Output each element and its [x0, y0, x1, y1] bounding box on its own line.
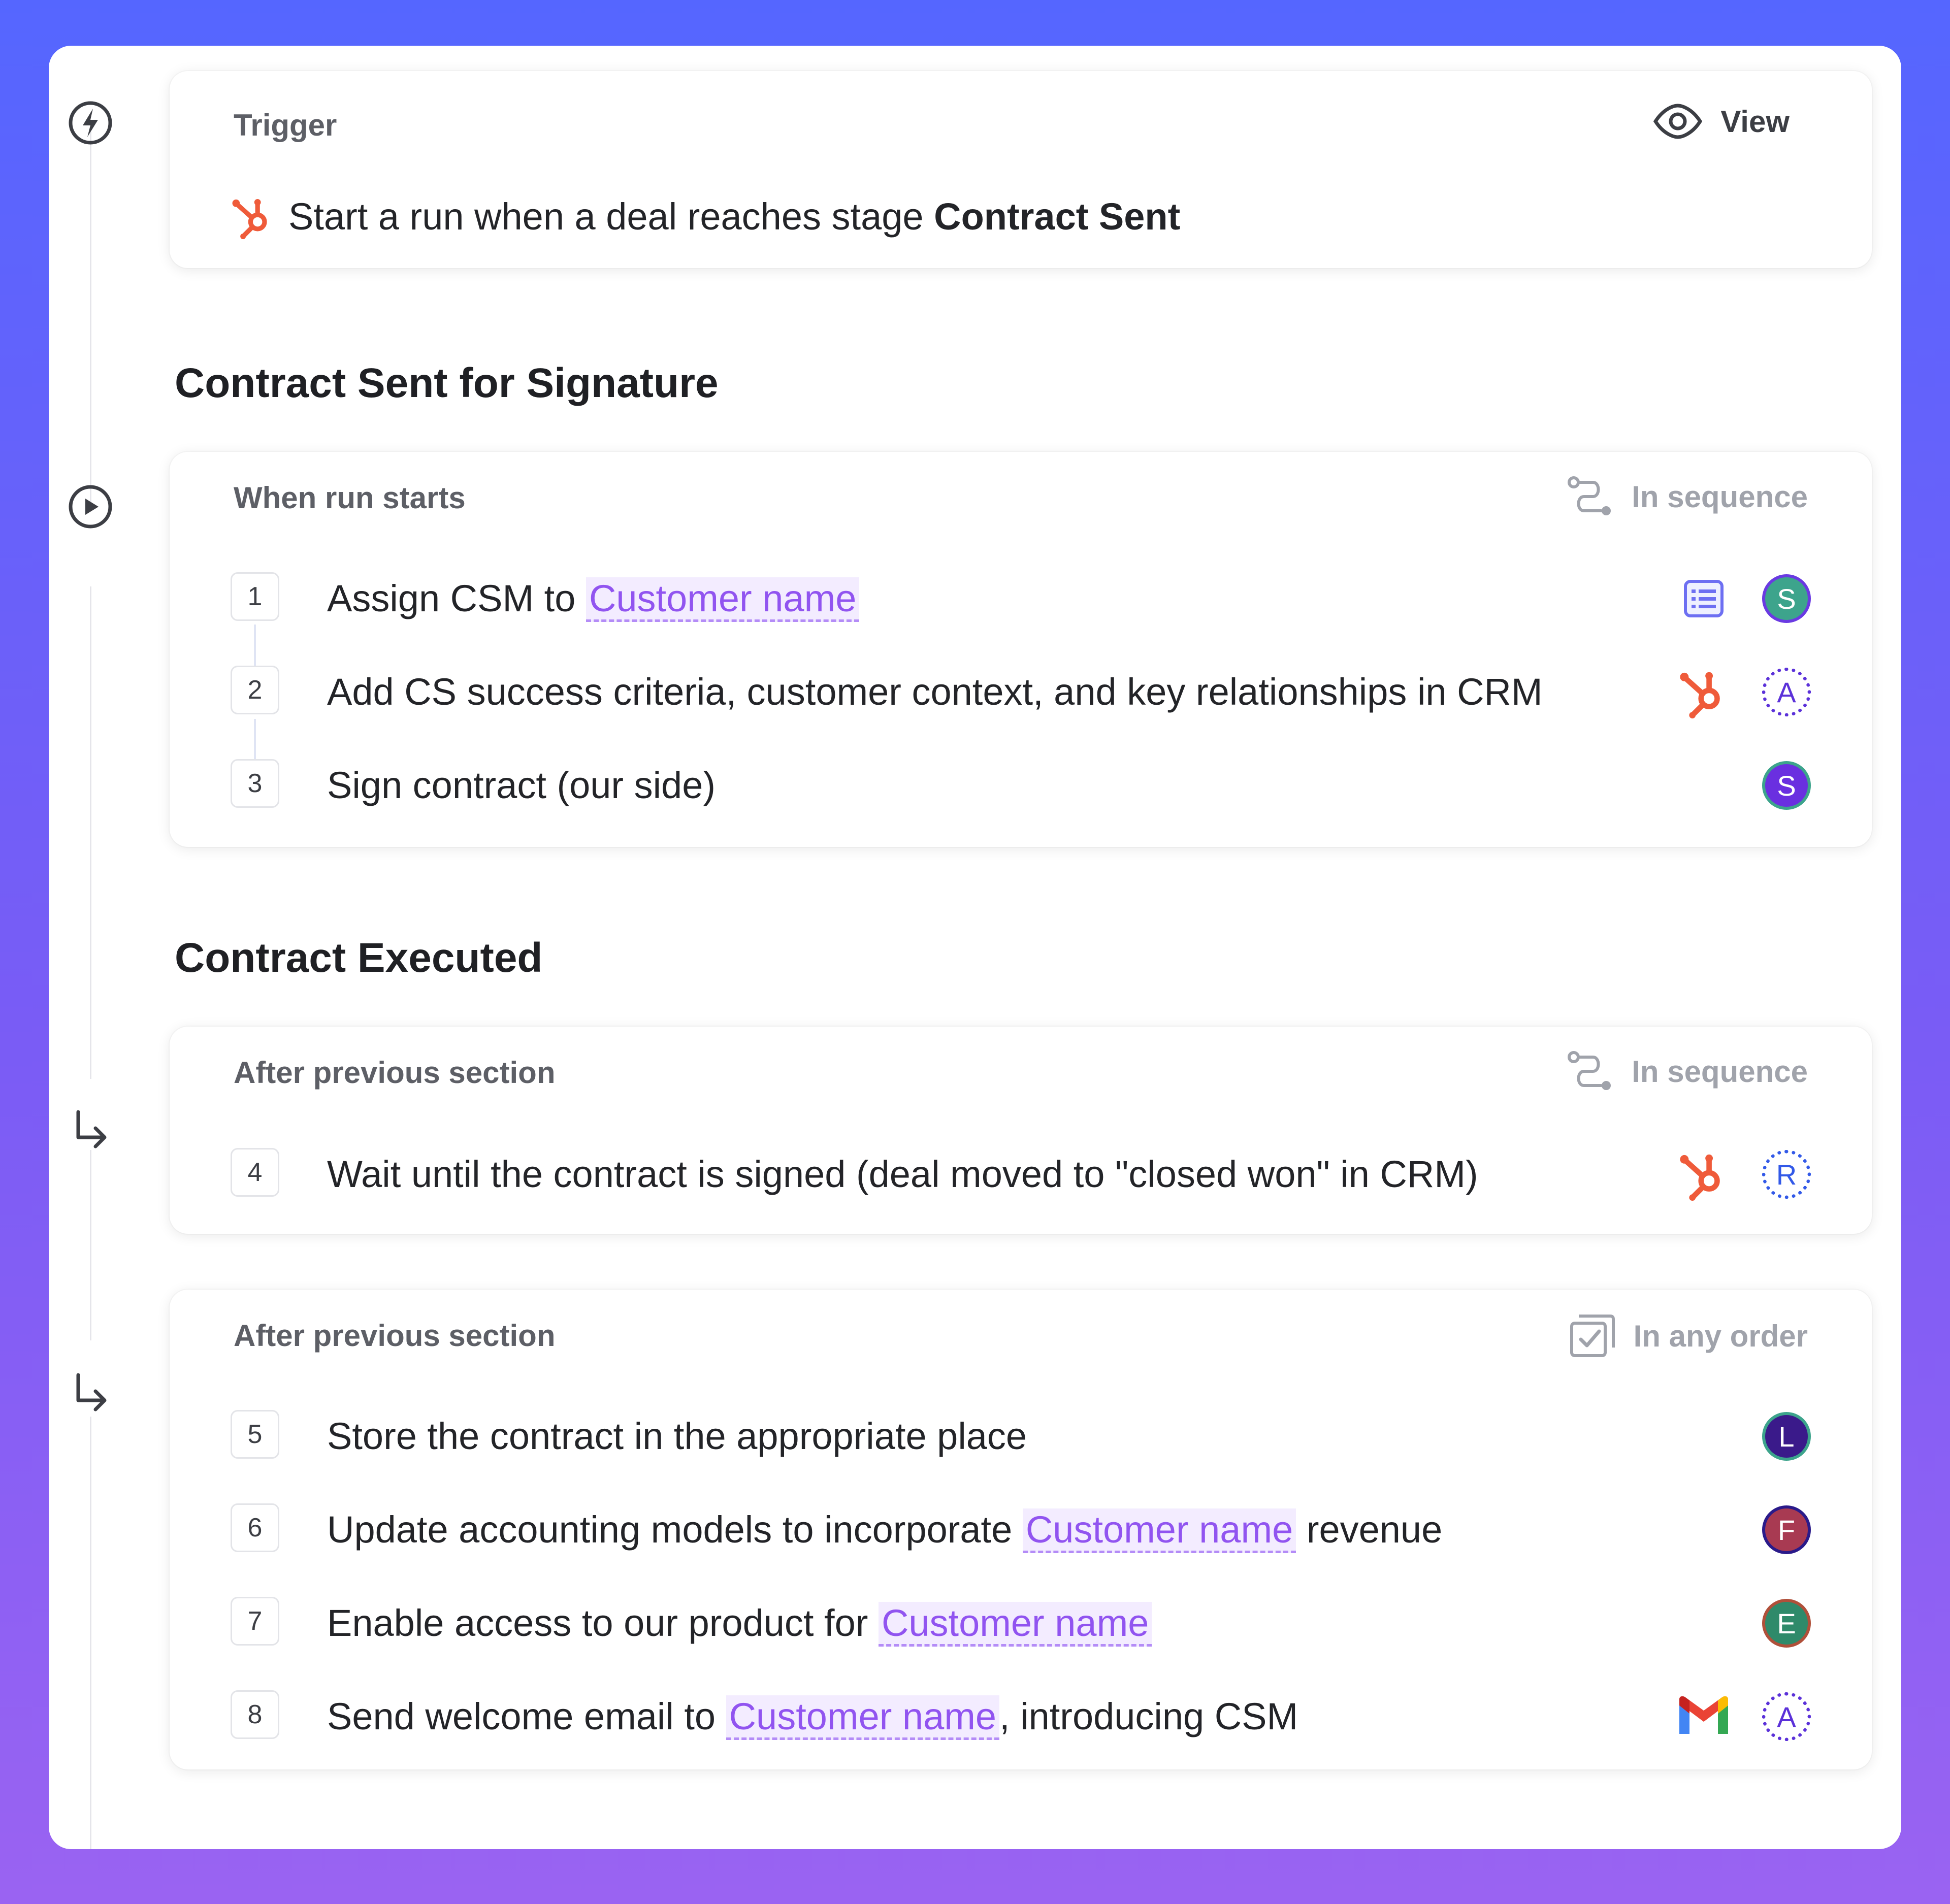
step-connector: [254, 719, 256, 763]
eye-icon: [1653, 104, 1702, 139]
rail-line: [90, 586, 91, 1079]
customer-name-token[interactable]: Customer name: [879, 1602, 1152, 1647]
rail-line: [90, 1150, 91, 1340]
assignee-avatar[interactable]: A: [1762, 1692, 1811, 1741]
group-condition: When run starts: [234, 481, 466, 515]
trigger-card[interactable]: [170, 71, 1872, 268]
group-condition: After previous section: [234, 1319, 556, 1353]
hubspot-icon[interactable]: [1676, 664, 1732, 720]
hubspot-icon[interactable]: [1676, 1146, 1732, 1202]
step-connector: [254, 625, 256, 668]
step-text: Enable access to our product for Customer name: [327, 1601, 1152, 1645]
play-circle-icon: [66, 482, 115, 531]
workflow-panel: [49, 46, 1901, 1849]
assignee-avatar[interactable]: F: [1762, 1505, 1811, 1554]
arrow-down-right-icon: [66, 1105, 115, 1154]
step-number: 4: [231, 1148, 279, 1197]
step-row[interactable]: [170, 571, 1872, 627]
hubspot-icon: [230, 193, 276, 240]
step-text: Store the contract in the appropriate place: [327, 1415, 1027, 1457]
route-icon: [1567, 476, 1613, 517]
step-number: 2: [231, 666, 279, 714]
step-text: Assign CSM to Customer name: [327, 577, 859, 620]
view-button[interactable]: [1653, 104, 1790, 139]
step-text: Update accounting models to incorporate Customer name revenue: [327, 1508, 1442, 1551]
step-row[interactable]: [170, 1689, 1872, 1745]
trigger-stage-name: Contract Sent: [934, 195, 1181, 238]
order-mode[interactable]: [1570, 1314, 1808, 1358]
step-row[interactable]: [170, 1502, 1872, 1558]
order-label: In sequence: [1632, 479, 1808, 514]
rail-line: [90, 1417, 91, 1849]
view-label: View: [1720, 104, 1790, 139]
assignee-avatar[interactable]: E: [1762, 1599, 1811, 1648]
step-number: 8: [231, 1690, 279, 1739]
assignee-avatar[interactable]: A: [1762, 668, 1811, 716]
step-number: 1: [231, 572, 279, 621]
step-row[interactable]: [170, 664, 1872, 720]
step-text: Add CS success criteria, customer context, and key relationships in CRM: [327, 671, 1543, 713]
customer-name-token[interactable]: Customer name: [726, 1695, 999, 1740]
step-number: 5: [231, 1410, 279, 1459]
assignee-avatar[interactable]: L: [1762, 1412, 1811, 1461]
arrow-down-right-icon: [66, 1368, 115, 1417]
order-mode[interactable]: [1567, 476, 1808, 517]
step-text: Sign contract (our side): [327, 764, 716, 806]
checklist-icon: [1570, 1314, 1615, 1358]
gmail-icon[interactable]: [1676, 1689, 1732, 1745]
customer-name-token[interactable]: Customer name: [586, 577, 859, 622]
step-number: 7: [231, 1597, 279, 1646]
trigger-sentence: [230, 193, 1180, 240]
step-row[interactable]: [170, 1408, 1872, 1464]
customer-name-token[interactable]: Customer name: [1023, 1508, 1296, 1553]
lightning-icon: [66, 99, 115, 147]
route-icon: [1567, 1051, 1613, 1092]
step-text: Wait until the contract is signed (deal moved to "closed won" in CRM): [327, 1153, 1478, 1195]
order-label: In sequence: [1632, 1054, 1808, 1089]
section-group-card[interactable]: [170, 1290, 1872, 1769]
section-group-card[interactable]: [170, 452, 1872, 847]
assignee-avatar[interactable]: S: [1762, 574, 1811, 623]
step-number: 3: [231, 759, 279, 808]
step-text: Send welcome email to Customer name, introducing CSM: [327, 1695, 1298, 1738]
rail-line: [90, 132, 91, 505]
section-group-card[interactable]: [170, 1027, 1872, 1234]
assignee-avatar[interactable]: R: [1762, 1150, 1811, 1199]
group-condition: After previous section: [234, 1056, 556, 1090]
order-mode[interactable]: [1567, 1051, 1808, 1092]
trigger-label: Trigger: [234, 108, 337, 142]
trigger-sentence-text: Start a run when a deal reaches stage: [288, 195, 924, 238]
step-number: 6: [231, 1503, 279, 1552]
step-row[interactable]: [170, 758, 1872, 813]
section-title: Contract Sent for Signature: [175, 360, 719, 406]
section-title: Contract Executed: [175, 935, 543, 981]
list-icon[interactable]: [1676, 571, 1732, 627]
step-row[interactable]: [170, 1146, 1872, 1202]
order-label: In any order: [1633, 1319, 1808, 1353]
assignee-avatar[interactable]: S: [1762, 761, 1811, 810]
step-row[interactable]: [170, 1595, 1872, 1651]
